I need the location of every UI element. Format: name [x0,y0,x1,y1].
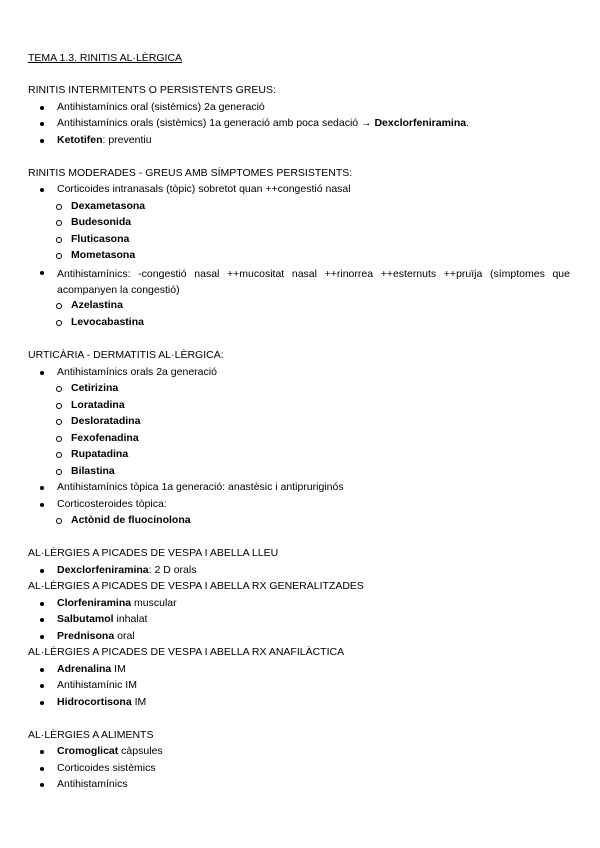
drug-name: Levocabastina [71,316,144,328]
bullet-icon [40,602,44,606]
list-item-text: Clorfeniramina muscular [57,597,177,609]
drug-name: Dexametasona [71,200,146,212]
list-item-text: Corticoides sistèmics [57,762,156,774]
circle-bullet-icon [56,469,62,475]
list-item-text: Antihistamínics orals 2a generació [57,366,217,378]
list-item-text: Adrenalina IM [57,663,126,675]
circle-bullet-icon [56,452,62,458]
page-title: TEMA 1.3. RINITIS AL·LÈRGICA [28,52,183,64]
list-item-text: Antihistamínic IM [57,679,137,691]
circle-bullet-icon [56,386,62,392]
list-item-text: Antihistamínics [57,778,128,790]
list-item-text: Hidrocortisona IM [57,696,147,708]
bullet-icon [40,139,44,143]
section-heading: RINITIS MODERADES - GREUS AMB SÍMPTOMES PERSISTENTS: [28,167,353,179]
bullet-icon [40,684,44,688]
list-item-text: Antihistamínics tòpica 1a generació: anastèsic i antipruriginós [57,481,344,493]
drug-name: Azelastina [71,299,123,311]
circle-bullet-icon [56,403,62,409]
bullet-icon [40,569,44,573]
circle-bullet-icon [56,253,62,259]
list-item-text: Corticosteroides tòpica: [57,498,167,510]
circle-bullet-icon [56,237,62,243]
list-item-text: Ketotifen: preventiu [57,134,152,146]
circle-bullet-icon [56,220,62,226]
section-heading: URTICÀRIA - DERMATITIS AL·LÈRGICA: [28,349,224,361]
bullet-icon [40,668,44,672]
list-item-text: Corticoides intranasals (tòpic) sobretot quan ++congestió nasal [57,183,351,195]
circle-bullet-icon [56,518,62,524]
section-heading: AL·LÈRGIES A PICADES DE VESPA I ABELLA RX GENERALITZADES [28,580,364,592]
drug-name: Fexofenadina [71,432,139,444]
bullet-icon [40,371,44,375]
circle-bullet-icon [56,436,62,442]
list-item-text: Antihistamínics: -congestió nasal ++mucositat nasal ++rinorrea ++esternuts ++pruïja (símptomes que acompanyen la congestió) [57,268,570,296]
bullet-icon [40,701,44,705]
bullet-icon [40,106,44,110]
drug-name: Loratadina [71,399,125,411]
list-item-text: Antihistamínics oral (sistèmics) 2a generació [57,101,265,113]
circle-bullet-icon [56,303,62,309]
bullet-icon [40,271,44,275]
drug-name: Rupatadina [71,448,129,460]
list-item-text: Antihistamínics orals (sistèmics) 1a generació amb poca sedació → Dexclorfeniramina. [57,117,470,129]
drug-name: Fluticasona [71,233,130,245]
bullet-icon [40,122,44,126]
list-item-text: Dexclorfeniramina: 2 D orals [57,564,197,576]
bullet-icon [40,750,44,754]
drug-name: Bilastina [71,465,115,477]
bullet-icon [40,767,44,771]
drug-name: Mometasona [71,249,136,261]
bullet-icon [40,486,44,490]
drug-name: Cetirizina [71,382,119,394]
drug-name: Budesonida [71,216,132,228]
section-heading: AL·LÈRGIES A ALIMENTS [28,729,154,741]
drug-name: Desloratadina [71,415,141,427]
section-heading: AL·LÈRGIES A PICADES DE VESPA I ABELLA RX ANAFILÀCTICA [28,646,345,658]
section-heading: AL·LÈRGIES A PICADES DE VESPA I ABELLA LLEU [28,547,279,559]
circle-bullet-icon [56,204,62,210]
circle-bullet-icon [56,419,62,425]
list-item-text: Prednisona oral [57,630,135,642]
circle-bullet-icon [56,320,62,326]
section-heading: RINITIS INTERMITENTS O PERSISTENTS GREUS: [28,84,276,96]
list-item-text: Cromoglicat càpsules [57,745,163,757]
drug-name: Actònid de fluocinolona [71,514,191,526]
bullet-icon [40,618,44,622]
bullet-icon [40,188,44,192]
list-item-text: Salbutamol inhalat [57,613,148,625]
bullet-icon [40,635,44,639]
bullet-icon [40,783,44,787]
bullet-icon [40,503,44,507]
